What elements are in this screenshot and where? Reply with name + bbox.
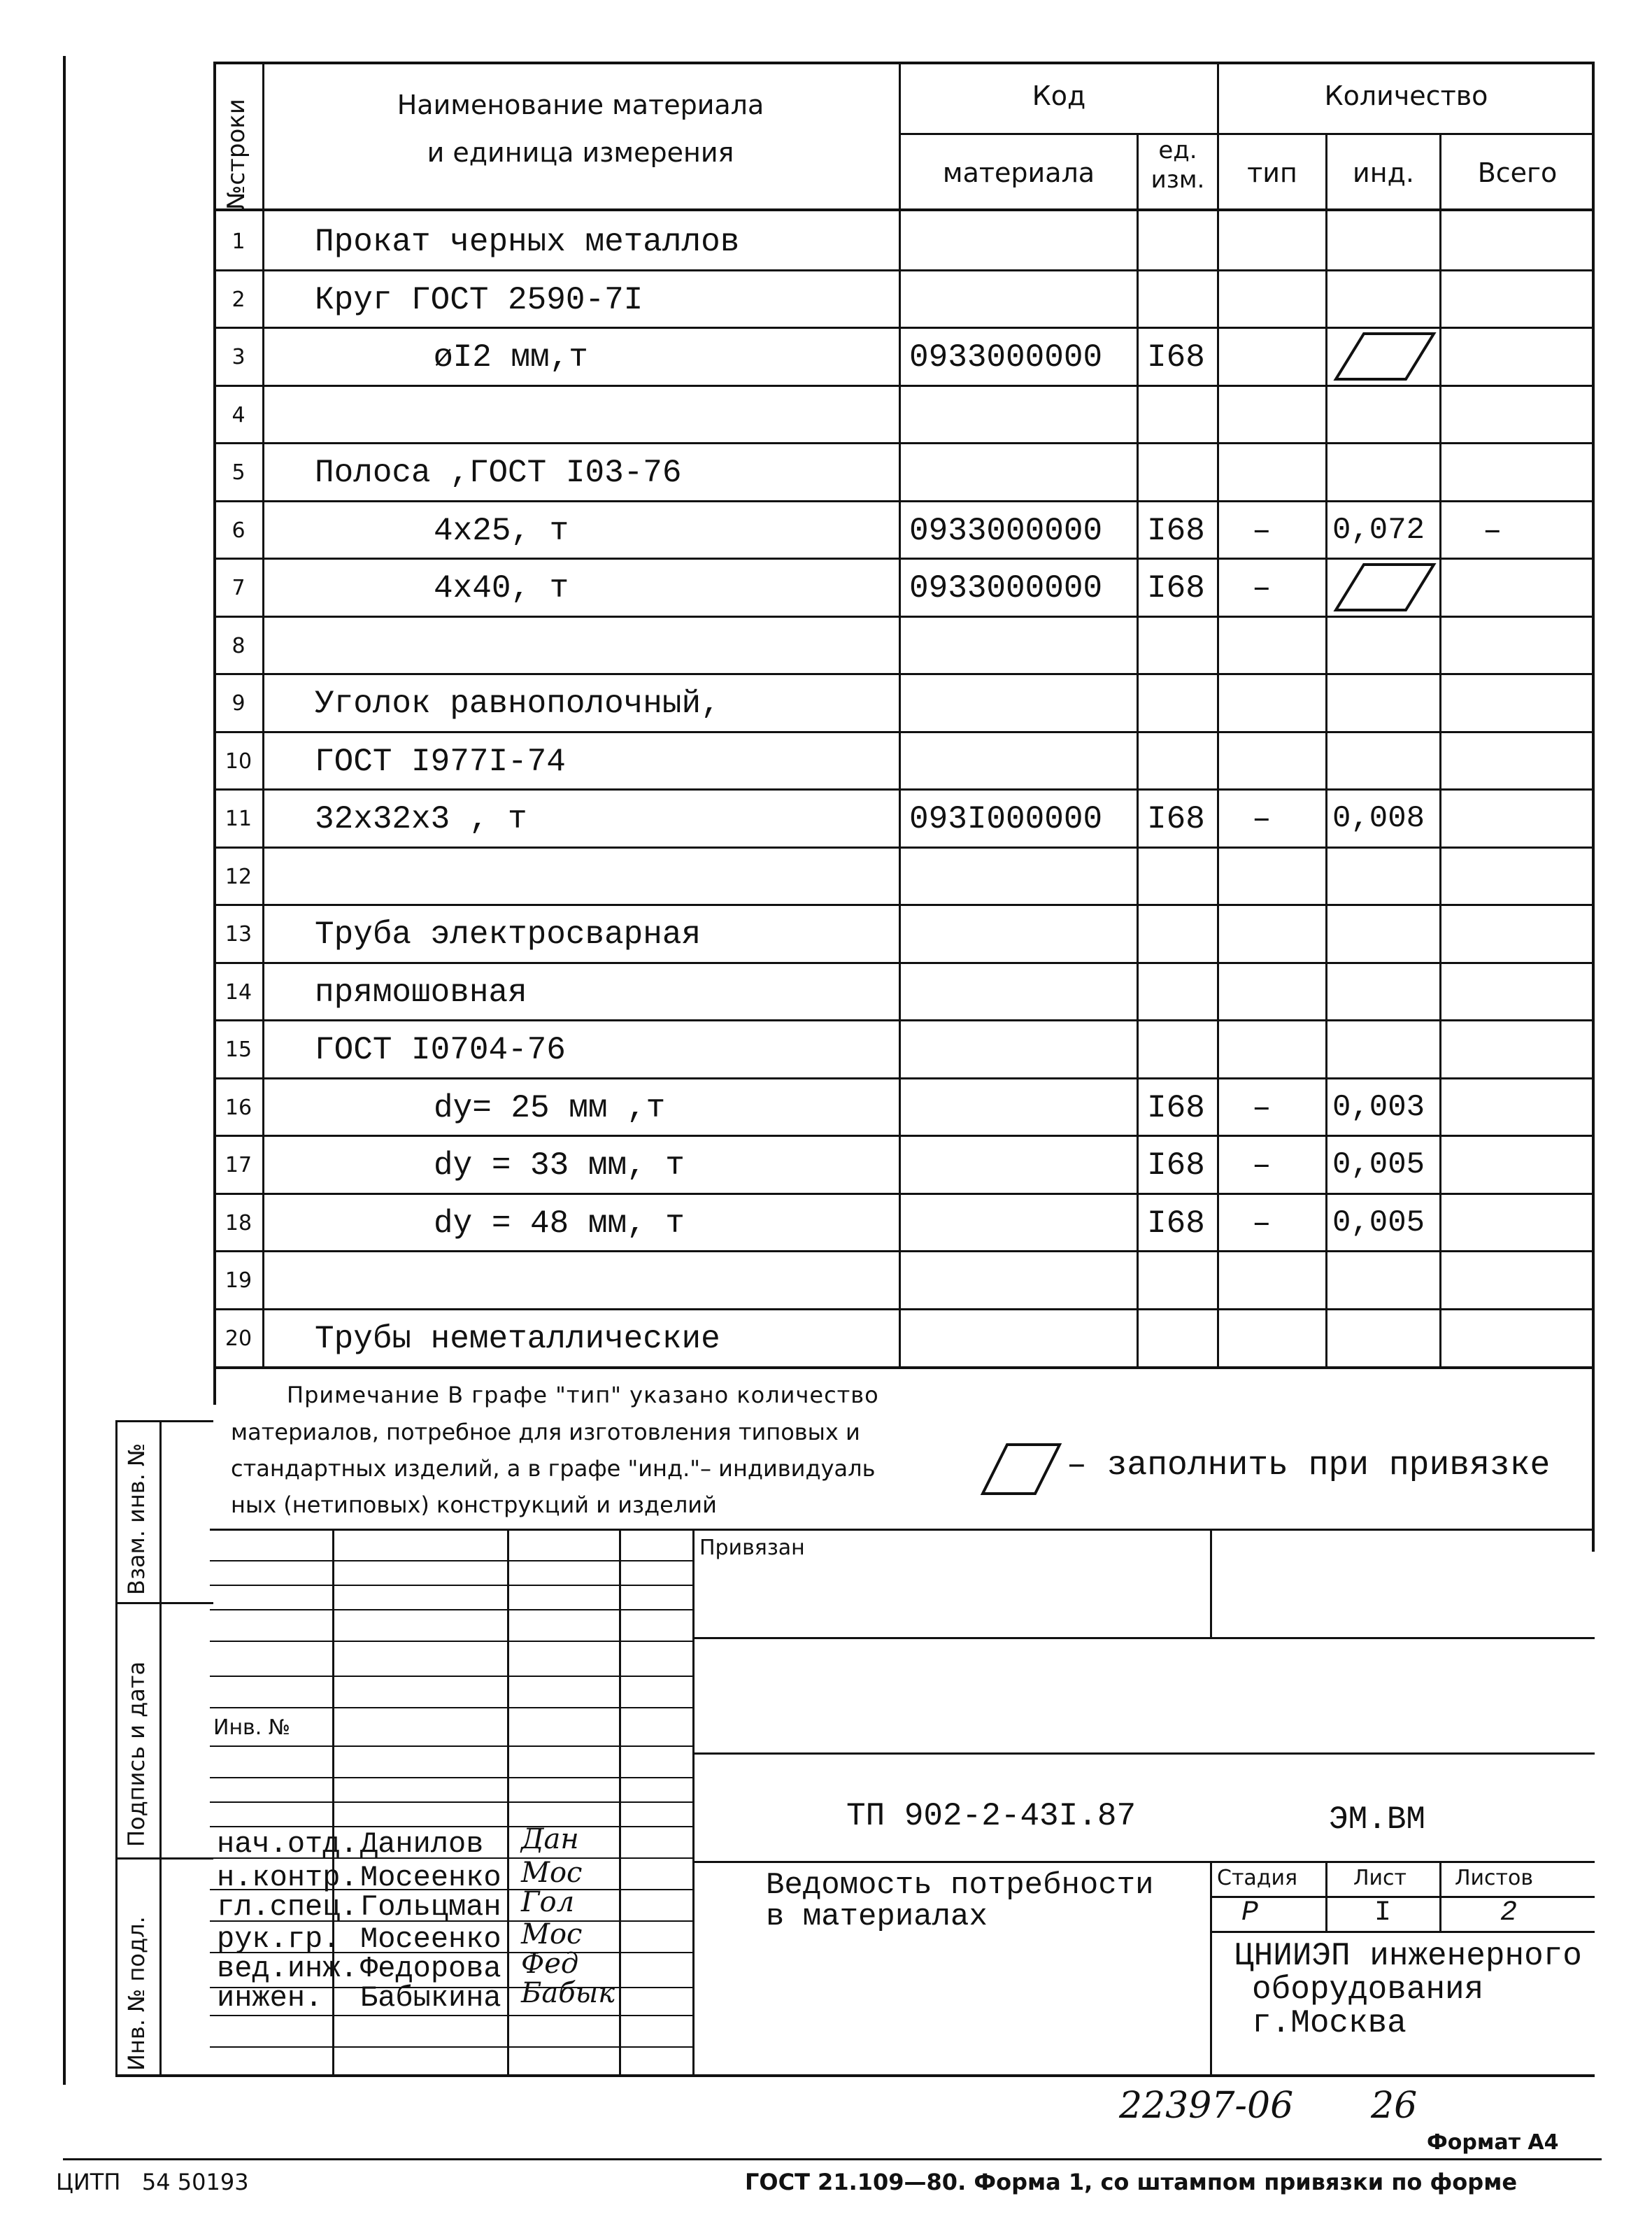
frame-right-line — [1592, 62, 1595, 1552]
signature-grid-line — [210, 1676, 692, 1677]
row-number: 6 — [232, 518, 245, 543]
type-qty: – — [1252, 801, 1272, 837]
material-name: dу= 25 мм ,т — [434, 1089, 666, 1126]
signature-grid-line — [210, 2046, 692, 2048]
material-code: 093I000000 — [909, 801, 1103, 837]
signer-name: Данилов — [360, 1827, 484, 1861]
stamp-top-line — [210, 1529, 1595, 1531]
row-number: 5 — [232, 460, 245, 485]
unit-code: I68 — [1147, 570, 1205, 607]
stamp-stage-header-line — [1210, 1896, 1595, 1898]
signer-role: гл.спец. — [217, 1890, 358, 1924]
signer-signature: Гол — [521, 1886, 575, 1918]
stamp-stage-value-line — [1210, 1931, 1595, 1933]
row-number: 18 — [225, 1210, 252, 1235]
note-line2: материалов, потребное для изготовления типовых и — [231, 1419, 860, 1445]
row-number: 1 — [232, 229, 245, 254]
row-number: 13 — [225, 922, 252, 947]
signer-name: Федорова — [360, 1952, 501, 1985]
footer-line — [63, 2158, 1602, 2160]
material-name: Полоса ,ГОСТ I03-76 — [315, 455, 682, 491]
signature-grid-line — [210, 1585, 692, 1586]
row-number: 8 — [232, 633, 245, 658]
fill-placeholder-icon — [979, 1441, 1063, 1497]
organization-line2: оборудования — [1252, 1971, 1484, 2008]
inv-no-label: Инв. № — [213, 1715, 291, 1740]
signature-grid-line — [210, 1777, 692, 1778]
note-line4: ных (нетиповых) конструкций и изделий — [231, 1492, 717, 1518]
side-podpis-label: Подпись и дата — [123, 1661, 150, 1847]
material-name: Прокат черных металлов — [315, 224, 740, 260]
document-title-line2: в материалах — [766, 1899, 988, 1934]
side-inv-podl-label: Инв. № подл. — [123, 1916, 150, 2071]
note-line3: стандартных изделий, а в графе "инд."– индивидуаль — [231, 1455, 876, 1482]
side-strip-divider — [159, 1420, 162, 2076]
grid-v-name — [262, 62, 264, 1366]
material-name: Трубы неметаллические — [315, 1320, 720, 1357]
signer-signature: Бабык — [521, 1977, 615, 2009]
handwritten-page: 26 — [1371, 2085, 1418, 2127]
signer-role: вед.инж. — [217, 1952, 358, 1985]
unit-code: I68 — [1147, 801, 1205, 837]
grid-v-unit — [1137, 133, 1139, 1366]
grid-h-header — [213, 208, 1595, 211]
stamp-lower-line — [692, 1752, 1595, 1755]
material-name: Круг ГОСТ 2590-7I — [315, 281, 643, 318]
table-row-line — [213, 788, 1595, 791]
signer-name: Мосеенко — [360, 1922, 501, 1956]
ind-qty: 0,003 — [1332, 1089, 1425, 1125]
ind-qty: 0,005 — [1332, 1147, 1425, 1182]
grid-v-type — [1217, 62, 1219, 1366]
unit-header-line2: изм. — [1151, 166, 1205, 194]
table-row-line — [213, 904, 1595, 906]
stamp-right-box-line — [1210, 1531, 1212, 1637]
row-number: 19 — [225, 1268, 252, 1293]
table-row-line — [213, 962, 1595, 964]
table-row-line — [213, 442, 1595, 444]
table-row-line — [213, 327, 1595, 329]
row-number: 20 — [225, 1326, 252, 1351]
stage-value: Р — [1241, 1897, 1259, 1929]
table-row-line — [213, 847, 1595, 849]
organization-line3: г.Москва — [1252, 2005, 1407, 2041]
material-name: 32x32x3 , т — [315, 801, 527, 837]
name-header-line2: и единица измерения — [427, 137, 734, 168]
signer-role: инжен. — [217, 1981, 323, 2015]
signer-signature: Мос — [521, 1918, 583, 1950]
table-row-line — [213, 269, 1595, 271]
ind-qty: 0,072 — [1332, 512, 1425, 548]
row-number: 4 — [232, 402, 245, 427]
table-row-line — [213, 1308, 1595, 1310]
table-row-line — [213, 673, 1595, 675]
stamp-bottom-line — [115, 2074, 1595, 2077]
fill-legend-text: – заполнить при привязке — [1067, 1447, 1551, 1485]
unit-code: I68 — [1147, 1089, 1205, 1126]
material-code: 0933000000 — [909, 512, 1103, 549]
row-number: 15 — [225, 1037, 252, 1062]
organization-line1: ЦНИИЭП инженерного — [1234, 1938, 1582, 1974]
side-strip-top — [115, 1420, 213, 1422]
table-row-line — [213, 1135, 1595, 1137]
type-qty: – — [1252, 512, 1272, 549]
material-code: 0933000000 — [909, 570, 1103, 607]
sheets-label: Листов — [1455, 1866, 1534, 1890]
signature-grid-line — [210, 1801, 692, 1803]
signer-role: рук.гр. — [217, 1922, 341, 1956]
sig-col-c — [619, 1531, 621, 2076]
unit-header-line1: ед. — [1158, 136, 1197, 164]
sig-col-a — [332, 1531, 334, 2076]
grid-v-code — [899, 62, 901, 1366]
sig-col-b — [507, 1531, 509, 2076]
row-number: 3 — [232, 345, 245, 369]
handwritten-number: 22397-06 — [1119, 2085, 1294, 2127]
signer-name: Бабыкина — [360, 1981, 501, 2015]
code-header: Код — [1032, 80, 1086, 111]
side-strip-left — [115, 1420, 118, 2076]
material-name: ГОСТ I977I-74 — [315, 743, 566, 780]
stage-label: Стадия — [1217, 1866, 1298, 1890]
privyazan-label: Привязан — [699, 1536, 805, 1560]
type-qty: – — [1252, 570, 1272, 607]
note-line1: Примечание В графе "тип" указано количество — [287, 1382, 879, 1408]
stamp-title-line — [692, 1861, 1595, 1863]
sheets-value: 2 — [1500, 1897, 1518, 1929]
table-row-line — [213, 1250, 1595, 1252]
note-top-line — [213, 1366, 1595, 1369]
document-code: ТП 902-2-43I.87 — [846, 1798, 1137, 1834]
row-number: 11 — [225, 807, 252, 831]
sheet-label: Лист — [1353, 1866, 1407, 1890]
stamp-mid-line — [692, 1637, 1595, 1639]
material-name: Труба электросварная — [315, 916, 702, 953]
document-title-line1: Ведомость потребности — [766, 1868, 1154, 1903]
signer-role: нач.отд. — [217, 1827, 358, 1861]
type-qty: – — [1252, 1089, 1272, 1126]
type-qty: – — [1252, 1205, 1272, 1242]
signer-signature: Мос — [521, 1857, 583, 1889]
row-number-header: №строки — [222, 99, 250, 210]
signature-grid-line — [210, 2015, 692, 2016]
footer-left-code: ЦИТП 54 50193 — [56, 2169, 249, 2195]
row-number: 12 — [225, 864, 252, 889]
row-number: 7 — [232, 576, 245, 600]
material-name: ГОСТ I0704-76 — [315, 1032, 566, 1068]
unit-code: I68 — [1147, 1205, 1205, 1242]
type-header: тип — [1247, 157, 1297, 188]
signer-signature: Дан — [521, 1823, 579, 1855]
material-name: øI2 мм,т — [434, 339, 588, 376]
unit-code: I68 — [1147, 339, 1205, 376]
footer-gost: ГОСТ 21.109—80. Форма 1, со штампом привязки по форме — [745, 2169, 1518, 2195]
table-row-line — [213, 558, 1595, 560]
row-number: 9 — [232, 691, 245, 716]
signer-signature: Фед — [521, 1948, 579, 1980]
stamp-sheet-divider — [1325, 1861, 1327, 1931]
row-number: 16 — [225, 1095, 252, 1120]
material-name: Уголок равнополочный, — [315, 686, 720, 722]
fill-placeholder-icon — [1332, 330, 1437, 383]
material-name: прямошовная — [315, 974, 527, 1011]
material-name: dу = 48 мм, т — [434, 1205, 685, 1242]
side-vzam-label: Взам. инв. № — [123, 1443, 150, 1595]
grid-v-total — [1439, 133, 1441, 1366]
signer-name: Мосеенко — [360, 1861, 501, 1894]
signer-role: н.контр. — [217, 1861, 358, 1894]
table-row-line — [213, 1019, 1595, 1021]
material-code: 0933000000 — [909, 339, 1103, 376]
row-number: 2 — [232, 287, 245, 312]
row-number: 10 — [225, 749, 252, 774]
signature-grid-line — [210, 1560, 692, 1561]
fill-placeholder-icon — [1332, 561, 1437, 614]
format-label: Формат А4 — [1427, 2130, 1559, 2155]
ind-qty: 0,008 — [1332, 801, 1425, 836]
unit-code: I68 — [1147, 1147, 1205, 1184]
signature-grid-line — [210, 1641, 692, 1642]
material-name: 4x25, т — [434, 512, 569, 549]
table-row-line — [213, 616, 1595, 618]
table-row-line — [213, 500, 1595, 502]
row-number: 17 — [225, 1153, 252, 1177]
material-name: 4x40, т — [434, 570, 569, 607]
table-row-line — [213, 1077, 1595, 1079]
side-strip-sep1 — [115, 1602, 213, 1604]
signature-grid-line — [210, 1707, 692, 1708]
frame-left-line — [213, 62, 216, 1405]
stamp-divider-vertical — [692, 1531, 695, 2076]
name-header-line1: Наименование материала — [397, 90, 764, 120]
stamp-sheets-divider — [1439, 1861, 1441, 1931]
quantity-header: Количество — [1324, 80, 1488, 111]
type-qty: – — [1252, 1147, 1272, 1184]
table-row-line — [213, 385, 1595, 387]
grid-v-ind — [1325, 133, 1327, 1366]
row-number: 14 — [225, 979, 252, 1005]
frame-top-line — [213, 62, 1595, 64]
unit-code: I68 — [1147, 512, 1205, 549]
total-header: Всего — [1477, 157, 1558, 188]
grid-h-sub — [899, 133, 1595, 135]
side-strip-sep2 — [115, 1857, 213, 1860]
signer-name: Гольцман — [360, 1890, 501, 1924]
material-code-header: материала — [942, 157, 1095, 188]
document-mark: ЭМ.ВМ — [1329, 1801, 1426, 1838]
total-qty: – — [1483, 512, 1502, 549]
stamp-stage-divider — [1210, 1861, 1212, 2076]
left-margin-line — [63, 56, 66, 2085]
table-row-line — [213, 731, 1595, 733]
sheet-value: I — [1374, 1897, 1392, 1929]
signature-grid-line — [210, 1609, 692, 1610]
material-name: dу = 33 мм, т — [434, 1147, 685, 1184]
table-row-line — [213, 1193, 1595, 1195]
ind-qty: 0,005 — [1332, 1205, 1425, 1240]
ind-header: инд. — [1353, 157, 1414, 188]
signature-grid-line — [210, 1745, 692, 1747]
